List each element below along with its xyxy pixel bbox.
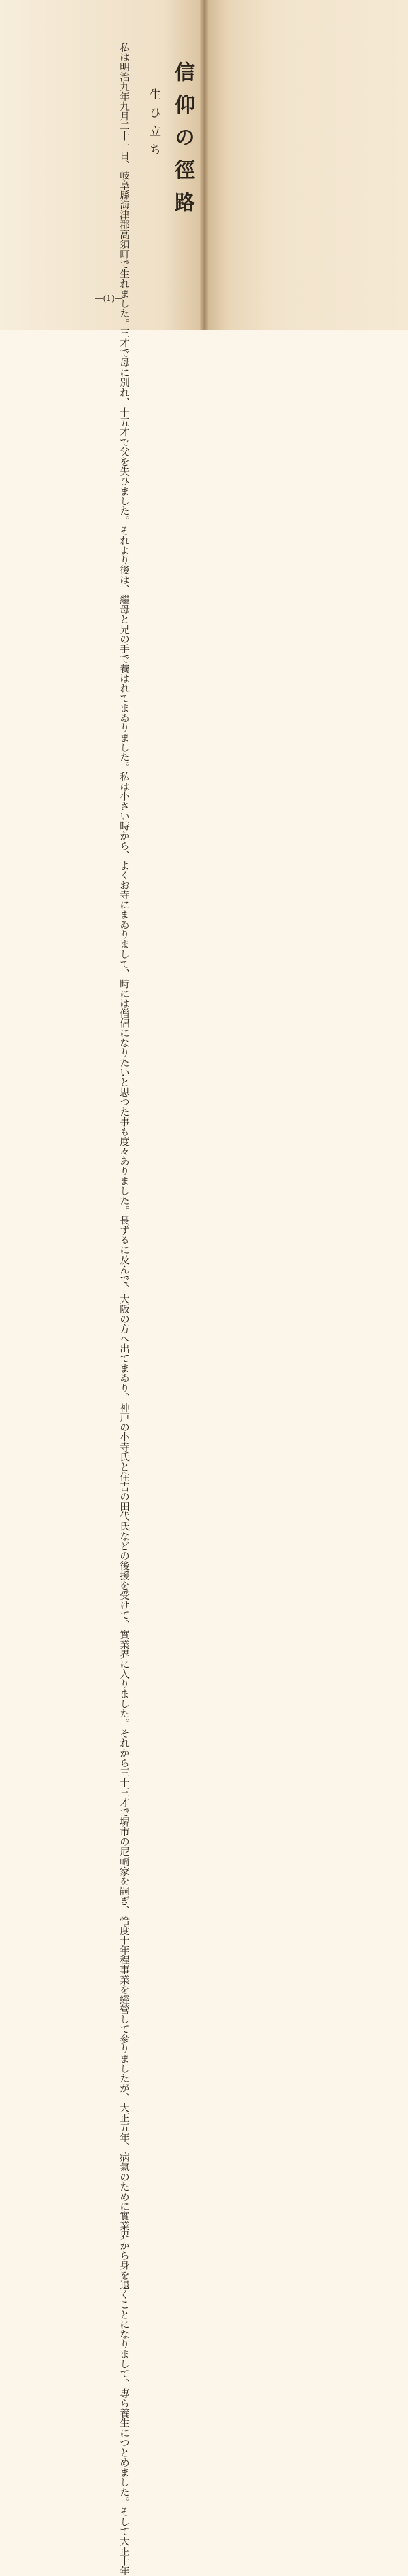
section-subtitle: 生ひ立ち xyxy=(147,88,160,162)
right-page-blank xyxy=(204,0,408,330)
page-number: —(1)— xyxy=(95,294,123,303)
text-column: 私は明治九年九月二十一日、岐阜縣海津郡高須町で生れました。三才で母に別 xyxy=(118,42,129,388)
book-gutter xyxy=(200,0,208,330)
text-column: た事も度々ありました。長ずるに及んで、大阪の方へ出てまゐり、神戸の小寺氏と xyxy=(118,1107,129,1472)
text-column: れ、十五才で父を失ひました。それより後は、繼母と兄の手で養はれてまゐりまし xyxy=(118,387,129,752)
chapter-title: 信仰の徑路 xyxy=(171,61,194,224)
text-column: 實業界から身を退くことになりまして、專ら養生につとめました。そして大正十年 xyxy=(118,2211,129,2576)
text-column: 住吉の田代氏などの後援を受けて、實業界に入りました。それから三十三才で堺市の xyxy=(118,1471,129,1847)
text-column: 尼崎家を嗣ぎ、恰度十年程事業を經營して參りましたが、大正五年、病氣のために xyxy=(118,1846,129,2211)
body-text xyxy=(116,42,131,2576)
text-column: た。私は小さい時から、よくお寺にまゐりまして、時には僧侶になりたいと思つ xyxy=(118,752,129,1107)
